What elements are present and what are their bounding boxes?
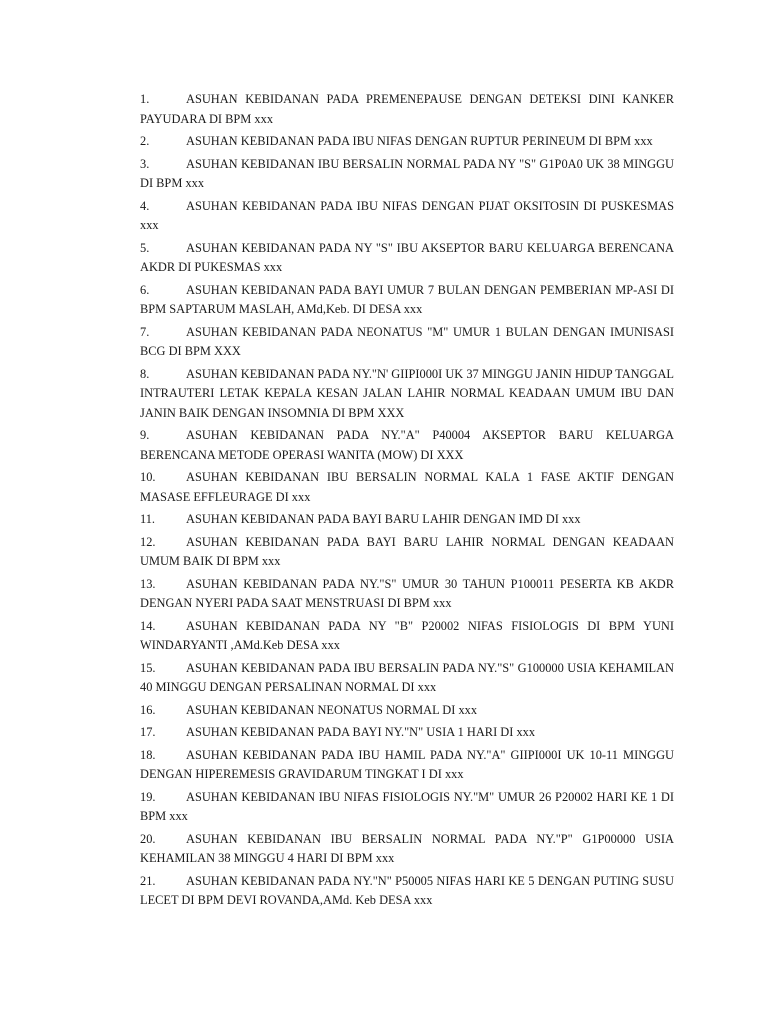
- list-item-text: ASUHAN KEBIDANAN PADA BAYI UMUR 7 BULAN DENGAN PEMBERIAN MP-ASI DI BPM SAPTARUM MASLAH, AMd,Keb. DI DESA xxx: [140, 282, 674, 316]
- list-item: [140, 830, 674, 869]
- list-item-number: 15.: [140, 660, 156, 675]
- list-item-text: ASUHAN KEBIDANAN PADA NY "S" IBU AKSEPTOR BARU KELUARGA BERENCANA AKDR DI PUKESMAS xxx: [140, 240, 674, 274]
- list-item-text: ASUHAN KEBIDANAN PADA IBU BERSALIN PADA NY."S" G100000 USIA KEHAMILAN 40 MINGGU DENGAN PERSALINAN NORMAL DI xxx: [140, 660, 674, 694]
- list-item: [140, 746, 674, 785]
- list-item-text: ASUHAN KEBIDANAN PADA PREMENEPAUSE DENGAN DETEKSI DINI KANKER PAYUDARA DI BPM xxx: [140, 92, 674, 126]
- list-item-number: 20.: [140, 831, 156, 846]
- list-item-number: 17.: [140, 725, 156, 739]
- list-item-text: ASUHAN KEBIDANAN PADA BAYI NY."N" USIA 1 HARI DI xxx: [186, 725, 536, 739]
- list-item-text: ASUHAN KEBIDANAN PADA NY."N" P50005 NIFAS HARI KE 5 DENGAN PUTING SUSU LECET DI BPM DEVI ROVANDA,AMd. Keb DESA xxx: [140, 873, 674, 907]
- list-item: [140, 872, 674, 911]
- list-item: [140, 155, 674, 194]
- list-item: [140, 617, 674, 656]
- list-item-text: ASUHAN KEBIDANAN PADA BAYI BARU LAHIR DENGAN IMD DI xxx: [186, 512, 581, 526]
- list-item-text: ASUHAN KEBIDANAN IBU BERSALIN NORMAL PADA NY."P" G1P00000 USIA KEHAMILAN 38 MINGGU 4 HARI DI BPM xxx: [140, 831, 674, 865]
- list-item: [140, 468, 674, 507]
- list-item-text: ASUHAN KEBIDANAN PADA NY."N' GIIPI000I UK 37 MINGGU JANIN HIDUP TANGGAL INTRAUTERI LETAK KEPALA KESAN JALAN LAHIR NORMAL KEADAAN UMUM IBU DAN JANIN BAIK DENGAN INSOMNIA DI BPM XXX: [140, 366, 674, 420]
- list-item-number: 11.: [140, 512, 156, 526]
- list-item: [140, 510, 674, 530]
- title-list: [140, 90, 674, 911]
- list-item-text: ASUHAN KEBIDANAN PADA IBU NIFAS DENGAN PIJAT OKSITOSIN DI PUSKESMAS xxx: [140, 198, 674, 232]
- list-item: [140, 788, 674, 827]
- list-item-number: 16.: [140, 702, 156, 717]
- list-item: [140, 323, 674, 362]
- list-item-text: ASUHAN KEBIDANAN IBU BERSALIN NORMAL PADA NY "S" G1P0A0 UK 38 MINGGU DI BPM xxx: [140, 156, 674, 190]
- list-item-text: ASUHAN KEBIDANAN PADA NEONATUS "M" UMUR 1 BULAN DENGAN IMUNISASI BCG DI BPM XXX: [140, 324, 674, 358]
- list-item-number: 9.: [140, 428, 150, 442]
- list-item-text: ASUHAN KEBIDANAN PADA IBU NIFAS DENGAN RUPTUR PERINEUM DI BPM xxx: [186, 134, 653, 148]
- list-item-number: 1.: [140, 92, 150, 106]
- document-page: [140, 90, 674, 914]
- list-item-text: ASUHAN KEBIDANAN PADA NY."S" UMUR 30 TAHUN P100011 PESERTA KB AKDR DENGAN NYERI PADA SAAT MENSTRUASI DI BPM xxx: [140, 576, 674, 610]
- list-item-number: 6.: [140, 282, 150, 297]
- list-item-number: 7.: [140, 324, 150, 339]
- list-item: [140, 723, 674, 743]
- list-item: [140, 365, 674, 424]
- list-item-number: 19.: [140, 789, 156, 804]
- list-item-text: ASUHAN KEBIDANAN PADA BAYI BARU LAHIR NORMAL DENGAN KEADAAN UMUM BAIK DI BPM xxx: [140, 534, 674, 568]
- list-item: [140, 426, 674, 465]
- list-item-number: 3.: [140, 156, 150, 171]
- list-item-number: 18.: [140, 747, 156, 762]
- list-item-number: 2.: [140, 134, 150, 148]
- list-item: [140, 533, 674, 572]
- list-item-text: ASUHAN KEBIDANAN PADA NY "B" P20002 NIFAS FISIOLOGIS DI BPM YUNI WINDARYANTI ,AMd.Keb DESA xxx: [140, 618, 674, 652]
- list-item: [140, 575, 674, 614]
- list-item-number: 8.: [140, 366, 150, 381]
- list-item-text: ASUHAN KEBIDANAN PADA IBU HAMIL PADA NY."A" GIIPI000I UK 10-11 MINGGU DENGAN HIPEREMESIS GRAVIDARUM TINGKAT I DI xxx: [140, 747, 674, 781]
- list-item-text: ASUHAN KEBIDANAN NEONATUS NORMAL DI xxx: [186, 702, 478, 717]
- list-item: [140, 701, 674, 721]
- list-item-number: 14.: [140, 618, 156, 633]
- list-item-number: 12.: [140, 534, 156, 549]
- list-item: [140, 239, 674, 278]
- list-item-text: ASUHAN KEBIDANAN IBU NIFAS FISIOLOGIS NY."M" UMUR 26 P20002 HARI KE 1 DI BPM xxx: [140, 789, 674, 823]
- list-item-number: 21.: [140, 873, 156, 888]
- list-item: [140, 90, 674, 129]
- list-item: [140, 197, 674, 236]
- list-item-number: 10.: [140, 470, 156, 484]
- list-item-number: 13.: [140, 576, 156, 591]
- list-item: [140, 132, 674, 152]
- list-item: [140, 281, 674, 320]
- list-item-number: 4.: [140, 198, 150, 213]
- list-item-text: ASUHAN KEBIDANAN PADA NY."A" P40004 AKSEPTOR BARU KELUARGA BERENCANA METODE OPERASI WANITA (MOW) DI XXX: [140, 428, 674, 462]
- list-item-number: 5.: [140, 240, 150, 255]
- list-item: [140, 659, 674, 698]
- list-item-text: ASUHAN KEBIDANAN IBU BERSALIN NORMAL KALA 1 FASE AKTIF DENGAN MASASE EFFLEURAGE DI xxx: [140, 470, 674, 504]
